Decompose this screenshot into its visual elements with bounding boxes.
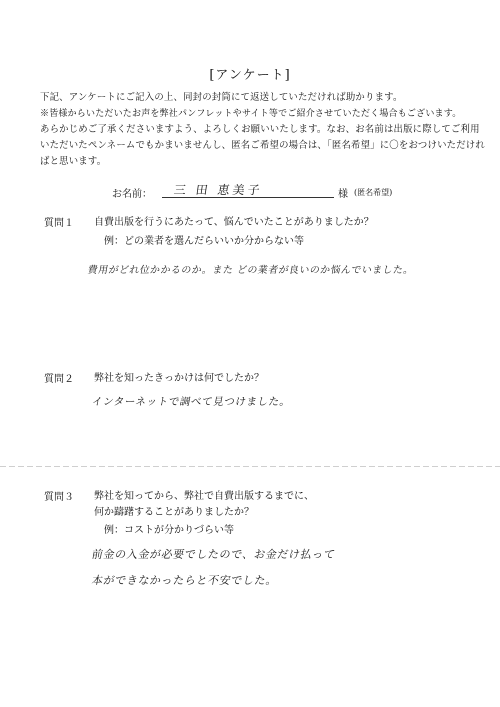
question-number: 質問１ [44, 218, 74, 229]
question-example: 例：どの業者を選んだらいいか分からない等 [104, 236, 304, 247]
name-row [112, 181, 412, 201]
name-label: お名前： [112, 189, 152, 200]
answer-2-handwritten: インターネットで調べて見つけました。 [90, 396, 292, 408]
question-number: 質問２ [44, 374, 74, 385]
question-text: 弊社を知ったきっかけは何でしたか？ [94, 373, 264, 384]
intro-line: ばと思います。 [40, 156, 107, 167]
intro-line: ※皆様からいただいたお声を弊社パンフレットやサイト等でご紹介させていただく場合もございます。 [40, 109, 462, 119]
question-text: 弊社を知ってから、弊社で自費出版するまでに、 [94, 491, 314, 502]
question-text: 自費出版を行うにあたって、悩んでいたことがありましたか？ [94, 217, 374, 228]
question-example: 例：コストが分かりづらい等 [104, 525, 234, 536]
intro-line: 下記、アンケートにご記入の上、同封の封筒にて返送していただければ助かります。 [40, 92, 403, 103]
scan-artifact-line [0, 466, 500, 467]
intro-text [40, 90, 485, 170]
anonymous-option: (匿名希望) [354, 188, 393, 197]
answer-1-handwritten: 費用がどれ位かかるのか。また どの業者が良いのか悩んでいました。 [86, 265, 415, 276]
page-title: [アンケート] [209, 68, 291, 83]
sama-label: 様 [338, 189, 348, 200]
answer-3-handwritten-line1: 前金の入金が必要でしたので、お金だけ払って [90, 548, 337, 561]
question-number: 質問３ [44, 492, 74, 503]
name-handwritten: 三 田 恵美子 [172, 183, 264, 197]
question-text: 何か躊躇することがありましたか？ [94, 507, 254, 518]
intro-line: あらかじめご了承くださいますよう、よろしくお願いいたします。なお、お名前は出版に際してご利用 [40, 124, 480, 135]
answer-3-handwritten-line2: 本ができなかったらと不安でした。 [90, 574, 279, 587]
intro-line: いただいたペンネームでもかまいませんし、匿名ご希望の場合は、「匿名希望」に〇をおつけいただけれ [40, 140, 485, 151]
